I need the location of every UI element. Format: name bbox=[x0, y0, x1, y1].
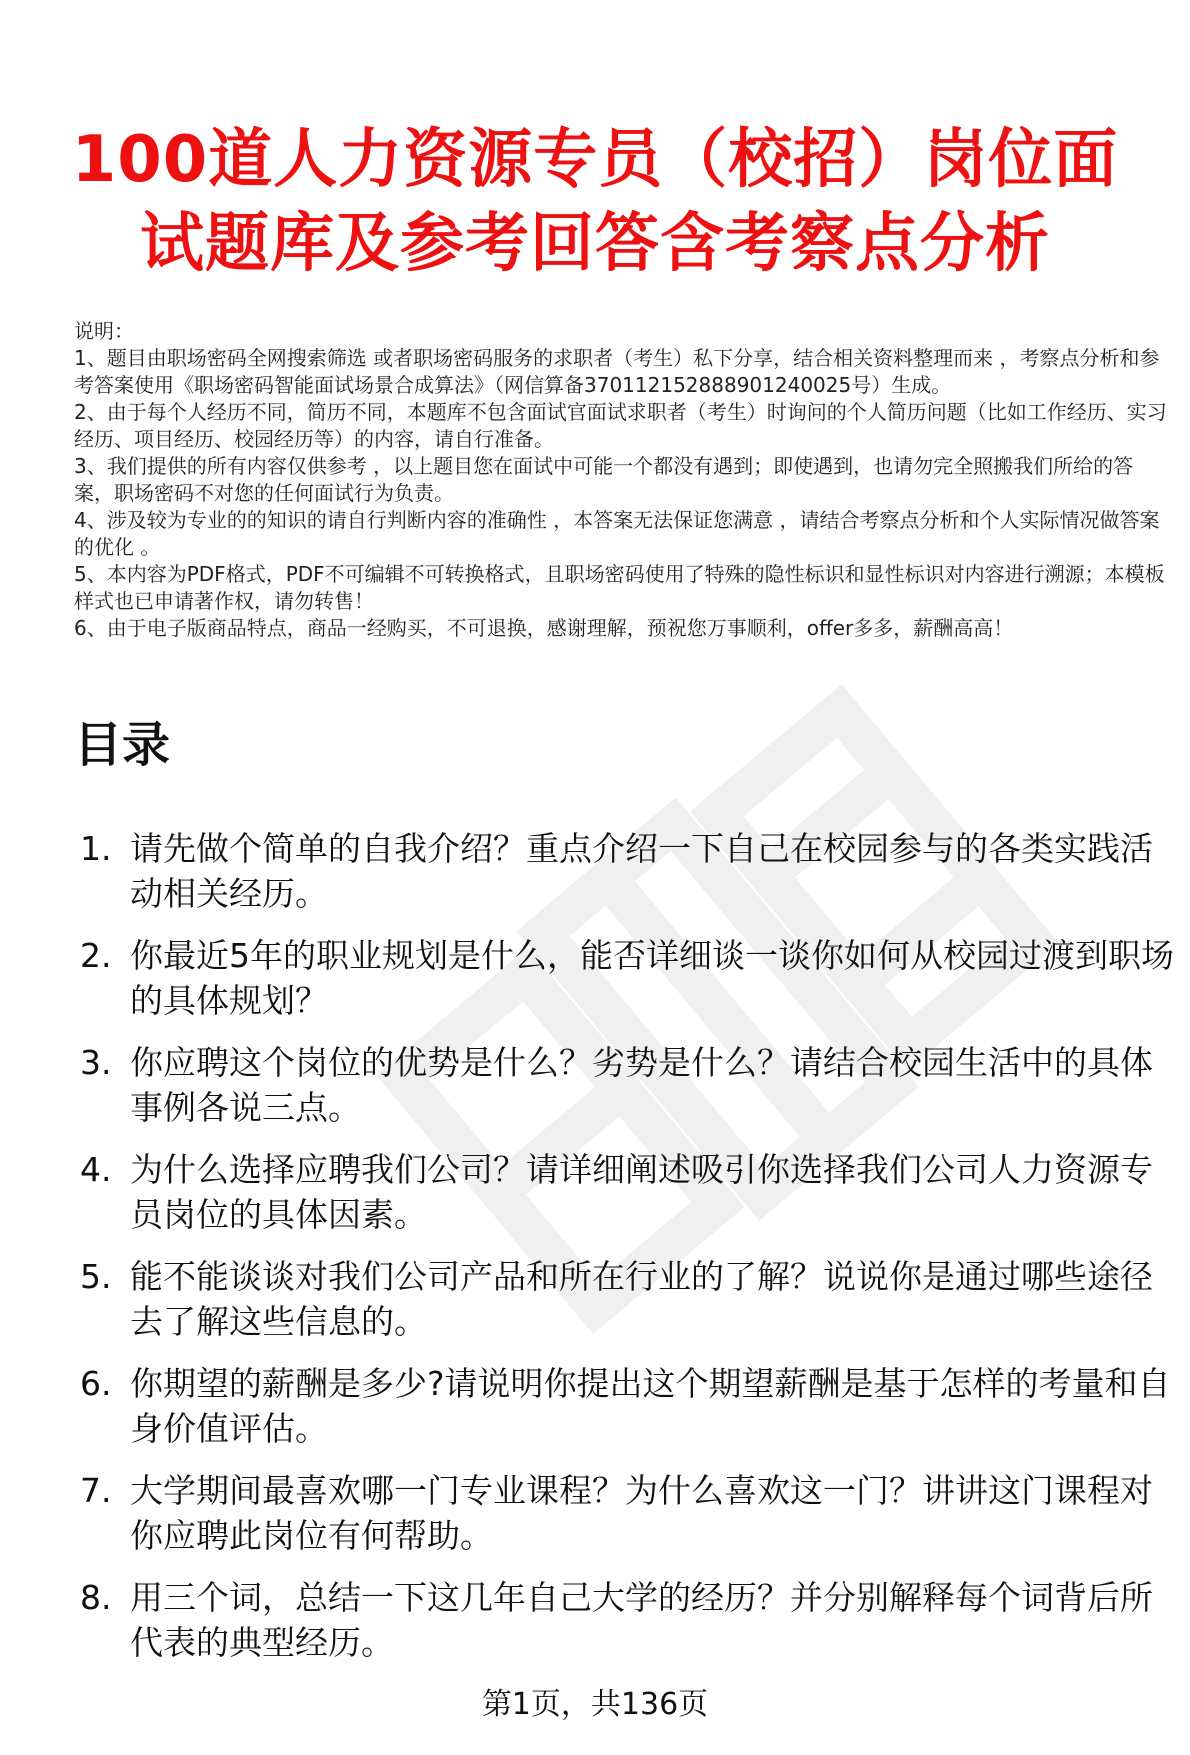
toc-item-text: 你应聘这个岗位的优势是什么？劣势是什么？请结合校园生活中的具体事例各说三点。 bbox=[130, 1043, 1153, 1127]
note-item: 5、本内容为PDF格式，PDF不可编辑不可转换格式，且职场密码使用了特殊的隐性标识和显性标识对内容进行溯源；本模板样式也已申请著作权，请勿转售！ bbox=[74, 562, 1165, 613]
note-item: 6、由于电子版商品特点，商品一经购买，不可退换，感谢理解，预祝您万事顺利，offer多多，薪酬高高！ bbox=[74, 616, 1014, 640]
toc-item[interactable] bbox=[74, 1361, 1174, 1451]
toc-item[interactable] bbox=[74, 933, 1174, 1023]
toc-item[interactable] bbox=[74, 1575, 1174, 1665]
toc-heading: 目录 bbox=[74, 717, 171, 773]
toc-item[interactable] bbox=[74, 826, 1174, 916]
notes-heading: 说明： bbox=[74, 319, 134, 343]
toc-item[interactable] bbox=[74, 1147, 1174, 1237]
document-title: 100道人力资源专员（校招）岗位面试题库及参考回答含考察点分析 bbox=[71, 123, 1119, 281]
notes-section bbox=[74, 318, 1168, 642]
note-item: 1、题目由职场密码全网搜索筛选 或者职场密码服务的求职者（考生）私下分享，结合相关资料整理而来 ，考察点分析和参考答案使用《职场密码智能面试场景合成算法》（网信算备370112152888901240025号）生成。 bbox=[74, 346, 1160, 397]
toc-item-text: 你期望的薪酬是多少?请说明你提出这个期望薪酬是基于怎样的考量和自身价值评估。 bbox=[130, 1364, 1171, 1448]
toc-item[interactable] bbox=[74, 1040, 1174, 1130]
toc-item-number: 3. bbox=[80, 1043, 112, 1082]
note-item: 3、我们提供的所有内容仅供参考 ，以上题目您在面试中可能一个都没有遇到；即使遇到，也请勿完全照搬我们所给的答案，职场密码不对您的任何面试行为负责。 bbox=[74, 454, 1134, 505]
toc-item-text: 为什么选择应聘我们公司？请详细阐述吸引你选择我们公司人力资源专员岗位的具体因素。 bbox=[130, 1150, 1153, 1234]
toc-item[interactable] bbox=[74, 1468, 1174, 1558]
toc-item-number: 6. bbox=[80, 1364, 112, 1403]
toc-item-number: 1. bbox=[80, 829, 112, 868]
note-item: 4、涉及较为专业的的知识的请自行判断内容的准确性 ，本答案无法保证您满意 ，请结合考察点分析和个人实际情况做答案的优化 。 bbox=[74, 508, 1160, 559]
toc-item-number: 2. bbox=[80, 936, 112, 975]
toc-item-number: 4. bbox=[80, 1150, 112, 1189]
toc-item-text: 用三个词，总结一下这几年自己大学的经历？并分别解释每个词背后所代表的典型经历。 bbox=[130, 1578, 1153, 1662]
note-item: 2、由于每个人经历不同，简历不同，本题库不包含面试官面试求职者（考生）时询问的个人简历问题（比如工作经历、实习经历、项目经历、校园经历等）的内容，请自行准备。 bbox=[74, 400, 1167, 451]
toc-item-number: 7. bbox=[80, 1471, 112, 1510]
toc-item-number: 5. bbox=[80, 1257, 112, 1296]
page-number-footer: 第1页，共136页 bbox=[481, 1687, 709, 1722]
toc-item-text: 大学期间最喜欢哪一门专业课程？为什么喜欢这一门？讲讲这门课程对你应聘此岗位有何帮助。 bbox=[130, 1471, 1153, 1555]
toc-item-text: 能不能谈谈对我们公司产品和所在行业的了解？说说你是通过哪些途径去了解这些信息的。 bbox=[130, 1257, 1153, 1341]
toc-item[interactable] bbox=[74, 1254, 1174, 1344]
toc-list bbox=[74, 826, 1174, 1682]
toc-item-text: 你最近5年的职业规划是什么，能否详细谈一谈你如何从校园过渡到职场的具体规划？ bbox=[130, 936, 1174, 1020]
toc-item-text: 请先做个简单的自我介绍？重点介绍一下自己在校园参与的各类实践活动相关经历。 bbox=[130, 829, 1153, 913]
toc-item-number: 8. bbox=[80, 1578, 112, 1617]
